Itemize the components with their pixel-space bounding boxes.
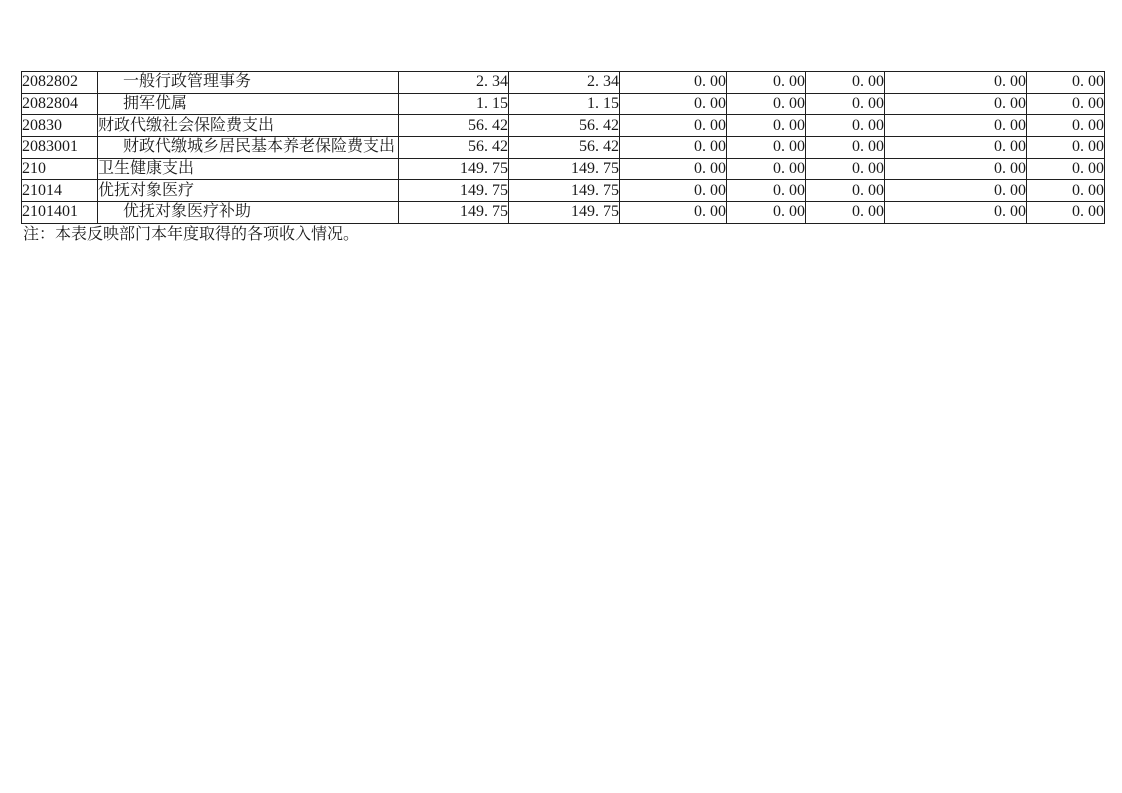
value-cell: 0. 00 bbox=[727, 72, 806, 94]
table-footnote: 注：本表反映部门本年度取得的各项收入情况。 bbox=[23, 226, 360, 243]
value-cell: 2. 34 bbox=[399, 72, 509, 94]
value-cell: 0. 00 bbox=[727, 93, 806, 115]
value-cell: 0. 00 bbox=[620, 115, 727, 137]
value-cell: 0. 00 bbox=[1027, 202, 1105, 224]
value-cell: 0. 00 bbox=[620, 93, 727, 115]
code-cell: 2083001 bbox=[22, 137, 98, 159]
value-cell: 149. 75 bbox=[509, 180, 620, 202]
value-cell: 0. 00 bbox=[727, 180, 806, 202]
value-cell: 0. 00 bbox=[727, 158, 806, 180]
value-cell: 1. 15 bbox=[509, 93, 620, 115]
value-cell: 0. 00 bbox=[885, 202, 1027, 224]
item-name-cell: 优抚对象医疗 bbox=[98, 180, 399, 202]
value-cell: 0. 00 bbox=[620, 202, 727, 224]
value-cell: 0. 00 bbox=[885, 158, 1027, 180]
value-cell: 0. 00 bbox=[806, 72, 885, 94]
value-cell: 0. 00 bbox=[806, 180, 885, 202]
value-cell: 0. 00 bbox=[806, 93, 885, 115]
value-cell: 0. 00 bbox=[1027, 137, 1105, 159]
value-cell: 0. 00 bbox=[885, 180, 1027, 202]
value-cell: 0. 00 bbox=[1027, 180, 1105, 202]
income-table bbox=[21, 71, 1105, 224]
code-cell: 21014 bbox=[22, 180, 98, 202]
code-cell: 20830 bbox=[22, 115, 98, 137]
code-cell: 210 bbox=[22, 158, 98, 180]
value-cell: 0. 00 bbox=[1027, 158, 1105, 180]
table-row bbox=[22, 158, 1105, 180]
value-cell: 149. 75 bbox=[399, 202, 509, 224]
table-row bbox=[22, 137, 1105, 159]
value-cell: 2. 34 bbox=[509, 72, 620, 94]
table-row bbox=[22, 202, 1105, 224]
item-name-cell: 财政代缴社会保险费支出 bbox=[98, 115, 399, 137]
value-cell: 149. 75 bbox=[399, 158, 509, 180]
item-name-cell: 拥军优属 bbox=[98, 93, 399, 115]
value-cell: 56. 42 bbox=[399, 137, 509, 159]
value-cell: 0. 00 bbox=[806, 202, 885, 224]
value-cell: 56. 42 bbox=[509, 115, 620, 137]
code-cell: 2101401 bbox=[22, 202, 98, 224]
table-row bbox=[22, 72, 1105, 94]
value-cell: 0. 00 bbox=[620, 158, 727, 180]
table-row bbox=[22, 115, 1105, 137]
value-cell: 0. 00 bbox=[727, 137, 806, 159]
value-cell: 149. 75 bbox=[509, 202, 620, 224]
value-cell: 0. 00 bbox=[885, 137, 1027, 159]
value-cell: 0. 00 bbox=[727, 115, 806, 137]
value-cell: 0. 00 bbox=[806, 158, 885, 180]
value-cell: 149. 75 bbox=[399, 180, 509, 202]
value-cell: 0. 00 bbox=[1027, 93, 1105, 115]
item-name-cell: 卫生健康支出 bbox=[98, 158, 399, 180]
item-name-cell: 优抚对象医疗补助 bbox=[98, 202, 399, 224]
value-cell: 0. 00 bbox=[885, 72, 1027, 94]
item-name-cell: 财政代缴城乡居民基本养老保险费支出 bbox=[98, 137, 399, 159]
value-cell: 0. 00 bbox=[806, 115, 885, 137]
code-cell: 2082802 bbox=[22, 72, 98, 94]
value-cell: 0. 00 bbox=[727, 202, 806, 224]
value-cell: 0. 00 bbox=[1027, 72, 1105, 94]
value-cell: 0. 00 bbox=[620, 72, 727, 94]
item-name-cell: 一般行政管理事务 bbox=[98, 72, 399, 94]
value-cell: 0. 00 bbox=[885, 115, 1027, 137]
value-cell: 56. 42 bbox=[509, 137, 620, 159]
value-cell: 0. 00 bbox=[806, 137, 885, 159]
value-cell: 56. 42 bbox=[399, 115, 509, 137]
value-cell: 0. 00 bbox=[885, 93, 1027, 115]
table-row bbox=[22, 180, 1105, 202]
value-cell: 0. 00 bbox=[620, 180, 727, 202]
table-row bbox=[22, 93, 1105, 115]
value-cell: 0. 00 bbox=[620, 137, 727, 159]
code-cell: 2082804 bbox=[22, 93, 98, 115]
value-cell: 1. 15 bbox=[399, 93, 509, 115]
value-cell: 0. 00 bbox=[1027, 115, 1105, 137]
value-cell: 149. 75 bbox=[509, 158, 620, 180]
